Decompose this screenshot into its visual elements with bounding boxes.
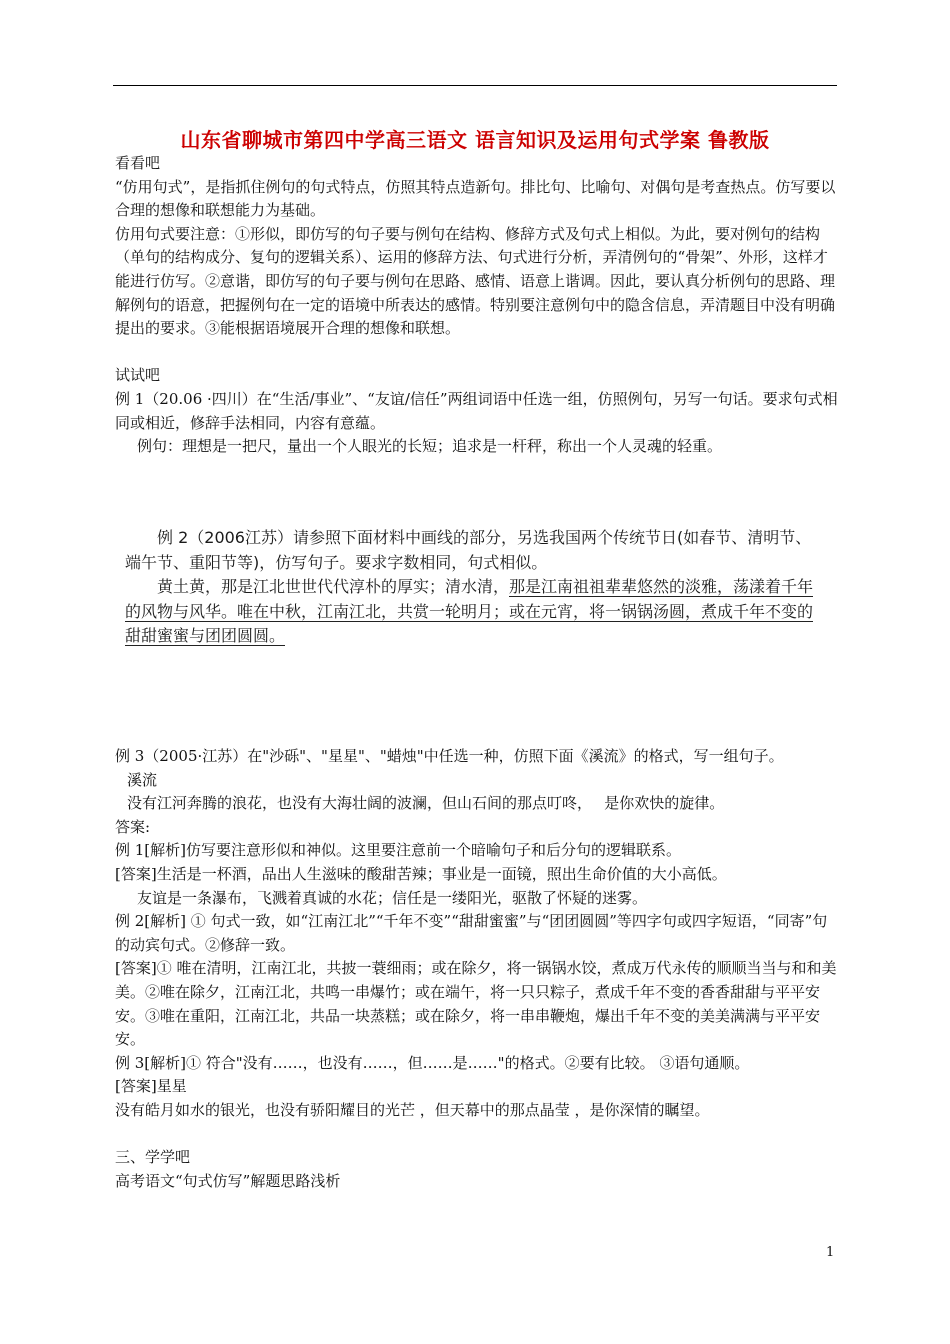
poem-text: 没有江河奔腾的浪花，也没有大海壮阔的波澜，但山石间的那点叮咚， 是你欢快的旋律。 [127, 794, 725, 813]
scan-line-5-underlined: 甜甜蜜蜜与团团圆圆。 [125, 626, 286, 645]
intro-section [115, 152, 839, 459]
paragraph-notes: 仿用句式要注意：①形似，即仿写的句子要与例句在结构、修辞方式及句式上相似。为此，要对例句的结构（单句的结构成分、复句的逻辑关系）、运用的修辞方法、句式进行分析，弄清例句的“骨架”、外形，这样才能进行仿写。②意谐，即仿写的句子要与例句在思路、感情、语意上谐调。因此，要认真分析例句的思路、理解例句的语意，把握例句在一定的语境中所表达的感情。特别要注意例句中的隐含信息，弄清题目中没有明确提出的要求。③能根据语境展开合理的想像和联想。 [115, 224, 836, 338]
example-3: 例 3（2005·江苏）在"沙砾"、"星星"、"蜡烛"中任选一种，仿照下面《溪流》的格式，写一组句子。 [115, 747, 784, 765]
answer-1-second: 友谊是一条瀑布，飞溅着真诚的水花；信任是一缕阳光，驱散了怀疑的迷雾。 [137, 888, 648, 907]
answer-3: 没有皓月如水的银光，也没有骄阳耀目的光芒 ，但天幕中的那点晶莹 ，是你深情的瞩望。 [115, 1100, 710, 1119]
scanned-example-2 [125, 526, 853, 649]
answer-2-analysis: 例 2[解析] ① 句式一致，如“江南江北”“千年不变”“甜甜蜜蜜”与“团团圆圆”等四字句或四字短语，“同寄”句的动宾句式。②修辞一致。 [115, 912, 828, 954]
section-subtitle: 高考语文“句式仿写”解题思路浅析 [115, 1171, 341, 1190]
answer-2: [答案]① 唯在清明，江南江北，共披一蓑细雨；或在除夕，将一锅锅水饺，煮成万代永传的顺顺当当与和和美美。②唯在除夕，江南江北，共鸣一串爆竹；或在端午，将一只只粽子，煮成千年不变的香香甜甜与平平安安。③唯在重阳，江南江北，共品一块蒸糕；或在除夕，将一串串鞭炮，爆出千年不变的美美满满与平平安安。 [115, 959, 837, 1049]
paragraph-definition: “仿用句式”，是指抓住例句的句式特点，仿照其特点造新句。排比句、比喻句、对偶句是考查热点。仿写要以合理的想像和联想能力为基础。 [115, 177, 836, 220]
answer-3-head: [答案]星星 [115, 1077, 187, 1096]
scan-line-4-underlined: 的风物与风华。唯在中秋，江南江北，共赏一轮明月；或在元宵，将一锅锅汤圆，煮成千年不变的 [125, 601, 814, 621]
answers-heading: 答案: [115, 817, 151, 836]
header-rule [113, 85, 837, 86]
section-heading-look: 看看吧 [115, 154, 161, 172]
answers-section [115, 745, 839, 1193]
example-1: 例 1（20.06 ·四川）在“生活/事业”、“友谊/信任”两组词语中任选一组，仿照例句，另写一句话。要求句式相同或相近，修辞手法相同，内容有意蕴。 [115, 389, 838, 432]
answer-1: [答案]生活是一杯酒，品出人生滋味的酸甜苦辣；事业是一面镜，照出生命价值的大小高低。 [115, 864, 727, 883]
section-heading-try: 试试吧 [115, 366, 161, 385]
scan-line-4 [125, 600, 853, 625]
scan-line-2: 端午节、重阳节等)，仿写句子。要求字数相同，句式相似。 [125, 552, 548, 572]
answer-1-analysis: 例 1[解析]仿写要注意形似和神似。这里要注意前一个暗喻句子和后分句的逻辑联系。 [115, 841, 682, 860]
page-number: 1 [826, 1245, 835, 1260]
scan-line-3 [125, 575, 853, 600]
scan-line-3-plain: 黄土黄，那是江北世世代代淳朴的厚实；清水清， [157, 577, 510, 596]
scan-line-3-underlined: 那是江南祖祖辈辈悠然的淡雅，荡漾着千年 [509, 577, 814, 596]
section-heading-learn: 三、学学吧 [115, 1148, 191, 1167]
scan-line-5 [125, 624, 853, 649]
example-1-sample: 例句：理想是一把尺，量出一个人眼光的长短；追求是一杆秤，称出一个人灵魂的轻重。 [137, 437, 723, 456]
scan-line-1: 例 2（2006江苏）请参照下面材料中画线的部分，另选我国两个传统节日(如春节、清明节、 [157, 528, 812, 547]
answer-3-analysis: 例 3[解析]① 符合"没有……，也没有……，但……是……"的格式。②要有比较。 ③语句通顺。 [115, 1053, 750, 1072]
poem-title: 溪流 [127, 770, 158, 789]
document-title: 山东省聊城市第四中学高三语文 语言知识及运用句式学案 鲁教版 [180, 128, 770, 152]
